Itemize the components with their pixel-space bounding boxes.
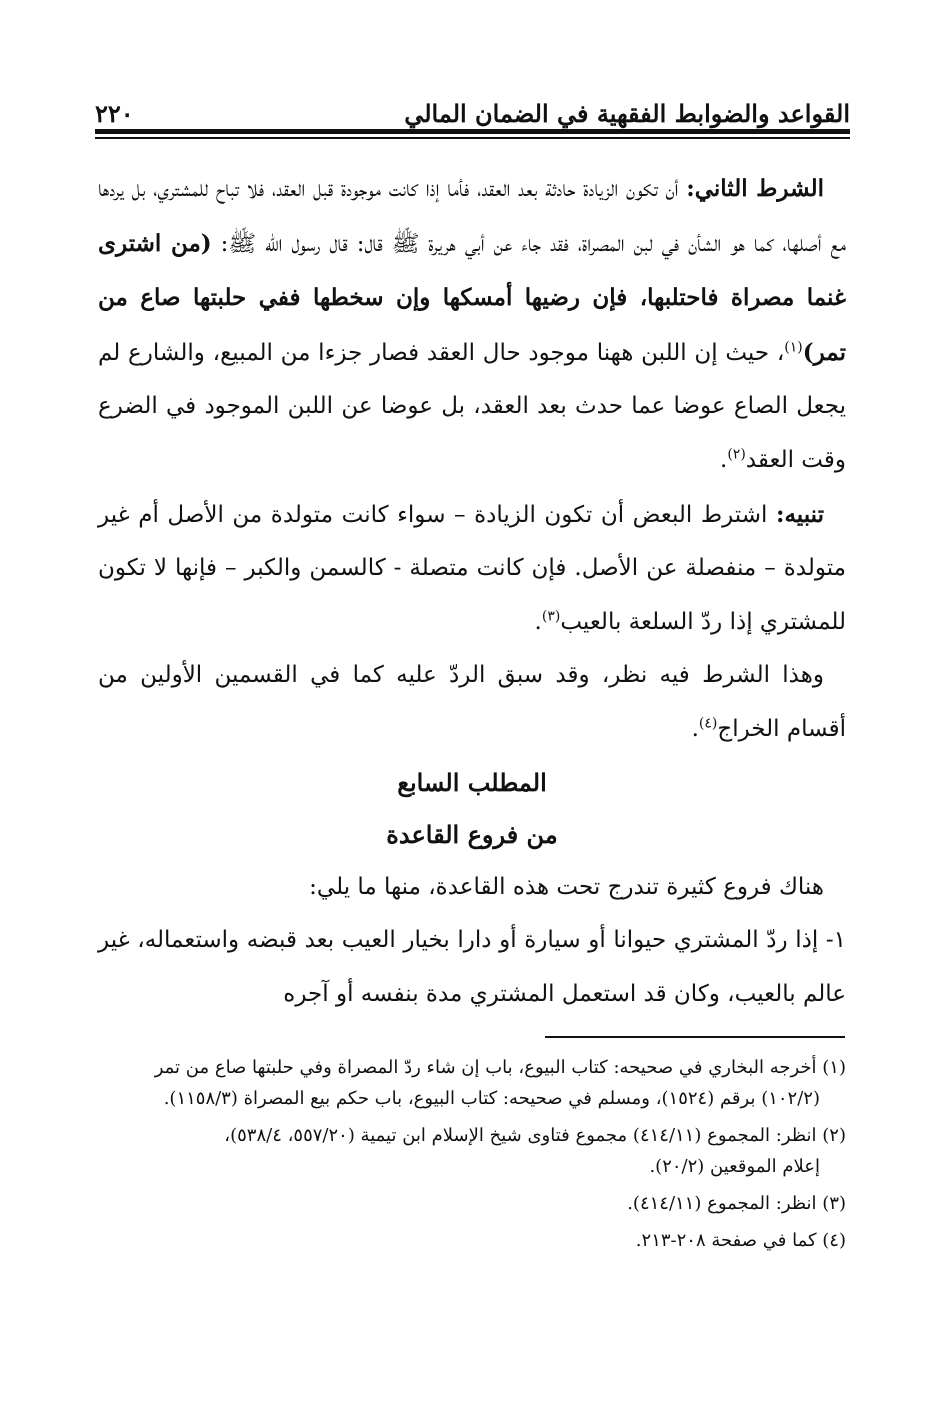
- section-subheading: من فروع القاعدة: [386, 819, 558, 849]
- footnote-4: (٤) كما في صفحة ٢٠٨-٢١٣.: [635, 1230, 846, 1251]
- second-condition-text-b: ، حيث إن اللبن ههنا موجود حال العقد فصار جزءا من المبيع، والشارع لم يجعل الصاع عوضا عما حدث بعد العقد، بل عوضا عن اللبن الموجود في الضرع وقت العقد: [98, 339, 846, 473]
- paragraph-second-condition: [98, 162, 846, 488]
- footnote-2: [98, 1120, 846, 1182]
- section-heading: المطلب السابع: [397, 767, 547, 797]
- footnote-1-line-1: (١) أخرجه البخاري في صحيحه: كتاب البيوع، باب إن شاء ردّ المصراة وفي حلبتها صاع من تمر: [154, 1057, 846, 1078]
- header-rule-thick: [95, 129, 850, 134]
- footnote-ref-2: (٢): [727, 446, 746, 463]
- paragraph-end-3: .: [691, 715, 699, 742]
- second-condition-label: الشرط الثاني:: [686, 175, 824, 202]
- footnote-1: [98, 1052, 846, 1114]
- paragraph-end-1: .: [720, 446, 728, 473]
- running-header: [95, 88, 850, 128]
- footnote-2-line-1: (٢) انظر: المجموع (٤١٤/١١) مجموع فتاوى شيخ الإسلام ابن تيمية (٥٥٧/٢٠، ٥٣٨/٤)،: [224, 1125, 846, 1146]
- page-number: ٢٢٠: [95, 99, 134, 128]
- footnote-ref-1: (١): [784, 339, 803, 356]
- hadith-quote: (من اشترى غنما مصراة فاحتلبها، فإن رضيها أمسكها وإن سخطها ففي حلبتها صاع من تمر): [98, 229, 846, 366]
- footnote-ref-3: (٣): [541, 608, 561, 625]
- running-title: القواعد والضوابط الفقهية في الضمان المالي: [404, 99, 850, 128]
- main-text: [98, 162, 846, 1021]
- footnote-ref-4: (٤): [698, 715, 718, 732]
- footnotes: [98, 1052, 846, 1262]
- paragraph-intro-branches: هناك فروع كثيرة تندرج تحت هذه القاعدة، منها ما يلي:: [309, 873, 824, 900]
- footnote-1-line-2: (١٠٢/٢) برقم (١٥٢٤)، ومسلم في صحيحه: كتاب البيوع، باب حكم بيع المصراة (١١٥٨/٣).: [163, 1088, 820, 1109]
- note-label: تنبيه:: [775, 500, 824, 528]
- paragraph-end-2: .: [534, 608, 542, 635]
- footnote-rule: [545, 1036, 845, 1038]
- footnote-3: (٣) انظر: المجموع (٤١٤/١١).: [627, 1193, 846, 1214]
- note-text: اشترط البعض أن تكون الزيادة – سواء كانت متولدة من الأصل أم غير متولدة – منفصلة عن الأصل. فإن كانت متصلة - كالسمن والكبر – فإنها لا تكون للمشتري إذا ردّ السلعة بالعيب: [98, 501, 846, 635]
- second-condition-text-a: أن تكون الزيادة حادثة بعد العقد، فأما إذا كانت موجودة قبل العقد، فلا تباح للمشتري، بل يردها مع أصلها، كما هو الشأن في لبن المصراة، فقد جاء عن أبي هريرة ﷺ قال: قال رسول الله ﷺ:: [98, 176, 846, 257]
- critique-text: وهذا الشرط فيه نظر، وقد سبق الردّ عليه كما في القسمين الأولين من أقسام الخراج: [98, 662, 846, 742]
- paragraph-branch-1: ١- إذا ردّ المشتري حيوانا أو سيارة أو دارا بخيار العيب بعد قبضه واستعماله، غير عالم بالعيب، وكان قد استعمل المشتري مدة بنفسه أو آجره: [98, 927, 846, 1007]
- paragraph-critique: [98, 649, 846, 756]
- paragraph-note: [98, 488, 846, 650]
- footnote-2-line-2: إعلام الموقعين (٢٠/٢).: [649, 1156, 820, 1177]
- header-rule-thin: [95, 137, 850, 139]
